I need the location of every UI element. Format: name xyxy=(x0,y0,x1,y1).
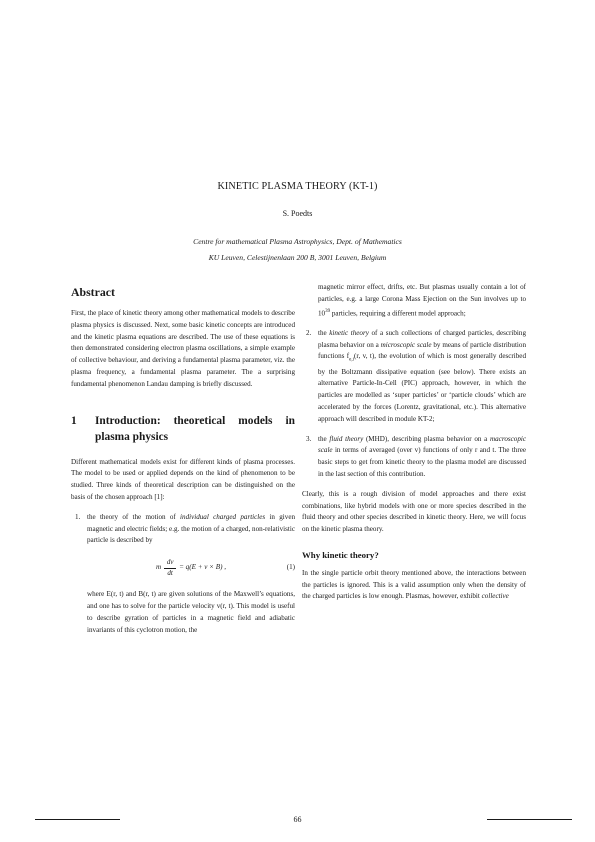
model-list xyxy=(71,512,295,637)
why-text-a: In the single particle orbit theory mentioned above, the interactions between the particles is ignored. This is a valid assumption only when the density of the charged particles is low enough. Plasmas, however, exhibit xyxy=(302,568,526,601)
section-number: 1 xyxy=(71,414,77,427)
list-item-1-continued xyxy=(302,282,526,320)
model-list-continued xyxy=(302,282,526,481)
item1-cont-text: magnetic mirror effect, drifts, etc. But plasmas usually contain a lot of particles, e.g. a large Corona Mass Ejection on the Sun involves up to 10 xyxy=(318,283,526,317)
page-number: 66 xyxy=(293,815,302,824)
item2-text-a: the xyxy=(318,328,330,337)
item3-text-a: the xyxy=(318,434,330,443)
item3-emphasis-1: fluid theory xyxy=(329,434,364,443)
eq-numerator: dv xyxy=(166,558,174,567)
why-emphasis: collective xyxy=(481,592,509,601)
paper-title: KINETIC PLASMA THEORY (KT-1) xyxy=(217,181,378,192)
list-item-3 xyxy=(302,434,526,481)
item1-cont-text-b: particles, requiring a different model approach; xyxy=(330,308,466,317)
item2-subscript: e,i xyxy=(349,357,355,363)
author-name: S. Poedts xyxy=(282,209,313,218)
item3-emphasis-2: macroscopic scale xyxy=(318,434,526,455)
eq-lhs: m xyxy=(156,563,162,572)
equation-number: (1) xyxy=(286,563,295,572)
why-kinetic-heading: Why kinetic theory? xyxy=(302,549,379,560)
item1-text-c: where E(r, t) and B(r, t) are given solutions of the Maxwell’s equations, and one has to solve for the particle velocity v(r, t). This model is useful to describe gyration of particles in a magnetic field and adiabatic invariants of this cyclotron motion, the xyxy=(87,590,295,634)
item3-text-c: in terms of averaged (over v) functions of only r and t. The three basic steps to get from kinetic theory to the plasma model are discussed in the last section of this contribution. xyxy=(318,446,526,478)
eq-denominator: dt xyxy=(167,569,173,578)
affiliation-line-1: Centre for mathematical Plasma Astrophysics, Dept. of Mathematics xyxy=(193,237,402,246)
list-item-2 xyxy=(302,328,526,426)
list-item-1 xyxy=(71,512,295,637)
equation-1 xyxy=(87,553,295,583)
item1-emphasis: individual charged particles xyxy=(180,512,266,521)
item1-text-b: in given magnetic and electric fields; e.g. the motion of a charged, non-relativistic particle is described by xyxy=(87,512,296,545)
eq-rhs: = q(E + v × B) , xyxy=(179,563,226,572)
list-marker: 1. xyxy=(75,512,81,521)
list-marker: 3. xyxy=(306,434,312,443)
item2-text-b: of a such collections of charged particles, describing plasma behavior on a xyxy=(318,328,526,349)
item3-text-b: (MHD), describing plasma behavior on a xyxy=(363,434,490,443)
item1-text-a: the theory of the motion of xyxy=(87,512,181,521)
section-1-heading xyxy=(71,413,295,445)
affiliation-line-2: KU Leuven, Celestijnenlaan 200 B, 3001 Leuven, Belgium xyxy=(208,253,387,262)
item2-text-d: (r, v, t), the evolution of which is most generally described by the Boltzmann dissipative equation (see below). There exists an alternative Particle-In-Cell (PIC) approach, however, in which the particles are modelled as ‘super particles’ or ‘particle clouds’ which are accelerated by the forces (Lorentz, gravitational, etc.). This alternative approach will described in module KT-2; xyxy=(318,352,526,423)
item2-text-c: by means of particle distribution functions f xyxy=(318,340,526,361)
item2-emphasis-1: kinetic theory xyxy=(329,328,369,337)
right-column xyxy=(302,282,526,603)
section-1-intro: Different mathematical models exist for different kinds of plasma processes. The model to be used or applied depends on the kind of phenomenon to be studied. Three kinds of theoretical description can be distinguished on the basis of the chosen approach [1]: xyxy=(71,457,295,501)
item1-exponent: 39 xyxy=(325,308,331,314)
abstract-text: First, the place of kinetic theory among other mathematical models to describe plasma physics is discussed. Next, some basic kinetic concepts are introduced and the kinetic plasma equations are described. The use of these equations is then demonstrated considering electron plasma oscillations, a simple example of collective behaviour, and deriving a fundamental plasma parameter, viz. the plasma frequency, a fundamental plasma parameter. The a surprising fundamental phenomenon Landau damping is briefly discussed. xyxy=(71,309,295,388)
why-kinetic-text xyxy=(302,568,526,603)
abstract-heading: Abstract xyxy=(71,285,115,299)
list-marker: 2. xyxy=(306,328,312,337)
eq-fraction xyxy=(164,558,176,578)
section-title: Introduction: theoretical models in plasma physics xyxy=(95,414,295,443)
item2-emphasis-2: microscopic scale xyxy=(380,340,432,349)
after-list-paragraph: Clearly, this is a rough division of model approaches and there exist combinations, like hybrid models with one or more species described in the fluid theory and other species described in kinetic theory. Here, we will focus on the kinetic plasma theory. xyxy=(302,489,526,534)
left-column xyxy=(71,282,295,642)
